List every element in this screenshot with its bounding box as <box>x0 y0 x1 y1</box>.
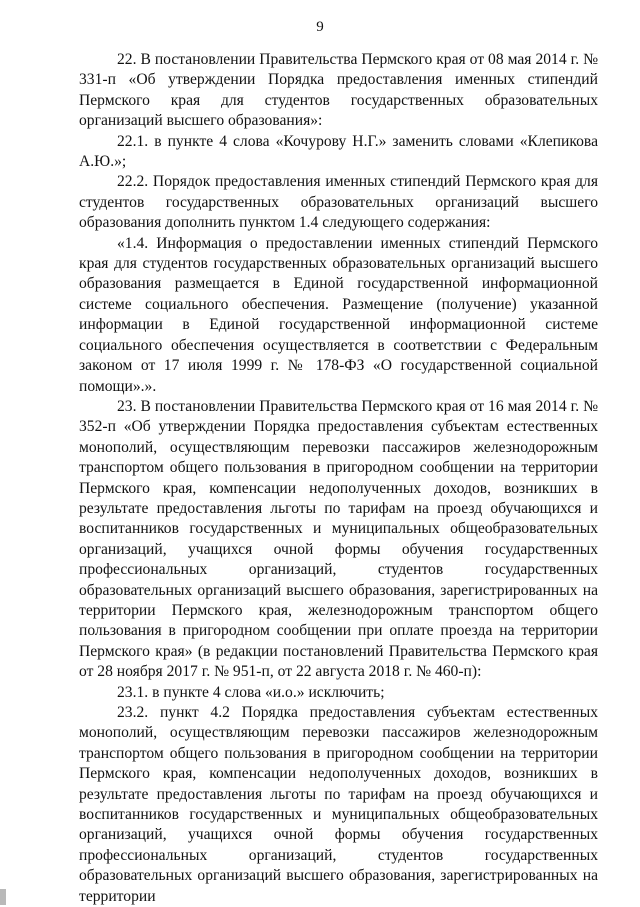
scan-edge-mark <box>0 889 6 905</box>
page-number: 9 <box>316 19 324 35</box>
document-body <box>79 50 598 907</box>
paragraph-23: 23. В постановлении Правительства Пермского края от 16 мая 2014 г. № 352-п «Об утверждении Порядка предоставления субъектам естественных монополий, осуществляющим перевозки пассажиров железнодорожным транспортом общего пользования в пригородном сообщении на территории Пермского края, компенсации недополученных доходов, возникших в результате предоставления льготы по тарифам на проезд обучающихся и воспитанников государственных и муниципальных общеобразовательных организаций, учащихся очной формы обучения государственных профессиональных организаций, студентов государственных образовательных организаций высшего образования, зарегистрированных на территории Пермского края, железнодорожным транспортом общего пользования в пригородном сообщении при оплате проезда на территории Пермского края» (в редакции постановлений Правительства Пермского края от 28 ноября 2017 г. № 951-п, от 22 августа 2018 г. № 460-п): <box>79 397 598 681</box>
paragraph-22-1: 22.1. в пункте 4 слова «Кочурову Н.Г.» заменить словами «Клепикова А.Ю.»; <box>79 132 598 171</box>
paragraph-23-1: 23.1. в пункте 4 слова «и.о.» исключить; <box>117 683 385 701</box>
paragraph-22-2: 22.2. Порядок предоставления именных стипендий Пермского края для студентов государственных образовательных организаций высшего образования дополнить пунктом 1.4 следующего содержания: <box>79 173 598 232</box>
paragraph-1-4-quote: «1.4. Информация о предоставлении именных стипендий Пермского края для студентов государственных образовательных организаций высшего образования размещается в Единой государственной информационной системе социального обеспечения. Размещение (получение) указанной информации в Единой государственной информационной системе социального обеспечения осуществляется в соответствии с Федеральным законом от 17 июля 1999 г. № 178-ФЗ «О государственной социальной помощи».». <box>79 234 598 395</box>
paragraph-22: 22. В постановлении Правительства Пермского края от 08 мая 2014 г. № 331-п «Об утверждении Порядка предоставления именных стипендий Пермского края для студентов государственных образовательных организаций высшего образования»: <box>79 51 598 130</box>
paragraph-23-2: 23.2. пункт 4.2 Порядка предоставления субъектам естественных монополий, осуществляющим перевозки пассажиров железнодорожным транспортом общего пользования в пригородном сообщении на территории Пермского края, компенсации недополученных доходов, возникших в результате предоставления льготы по тарифам на проезд обучающихся и воспитанников государственных и муниципальных общеобразовательных организаций, учащихся очной формы обучения государственных профессиональных организаций, студентов государственных образовательных организаций высшего образования, зарегистрированных на территории <box>79 704 598 905</box>
